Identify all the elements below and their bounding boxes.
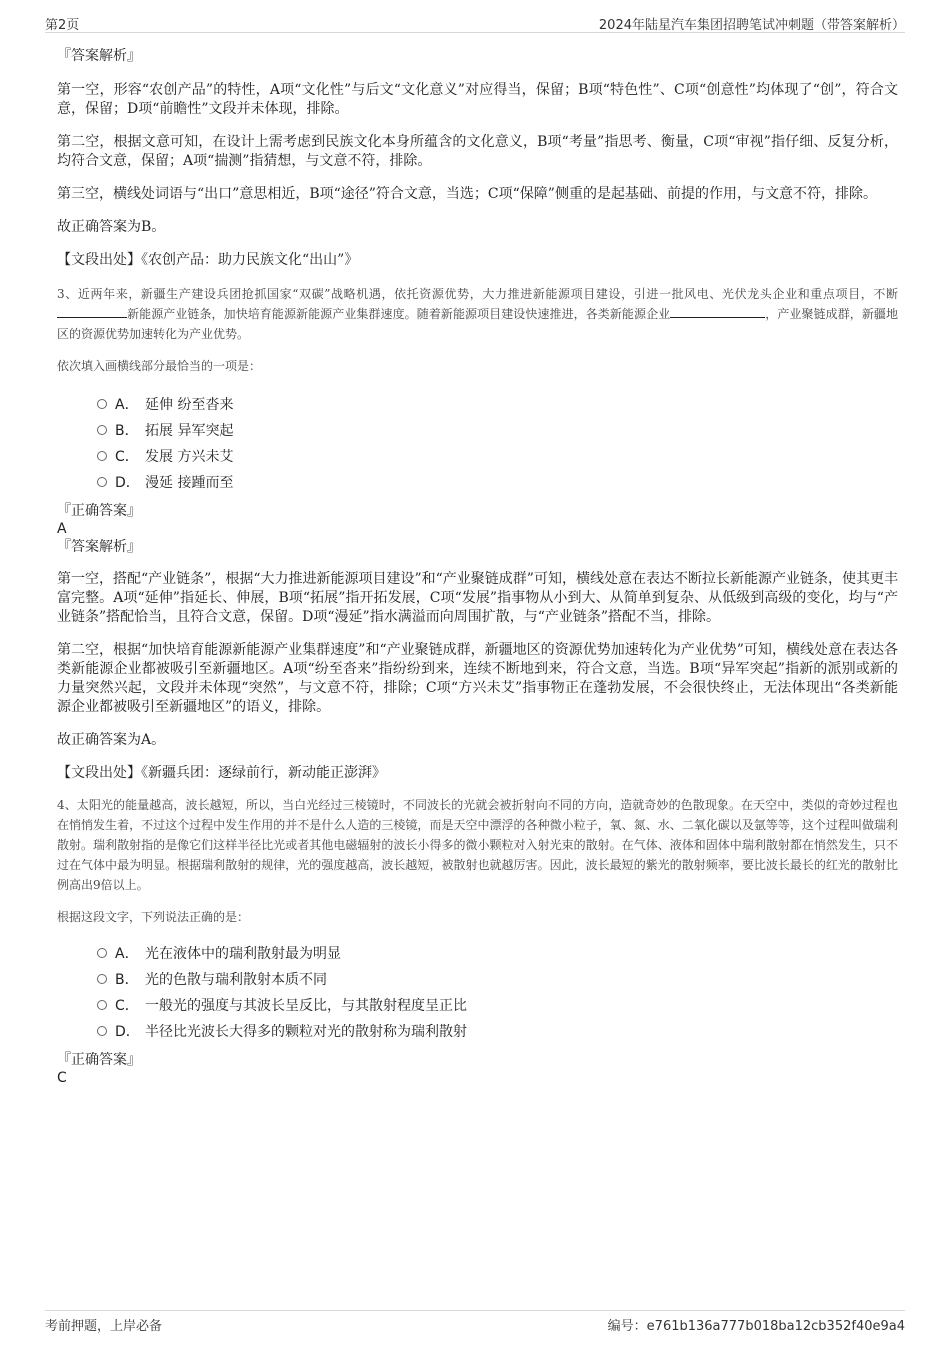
analysis-label: 『答案解析』 (57, 539, 141, 555)
option-list (57, 941, 898, 1045)
stem-part: 3、近两年来，新疆生产建设兵团抢抓国家“双碳”战略机遇，依托资源优势，大力推进新能源项目建设，引进一批风电、光伏龙头企业和重点项目，不断 (57, 287, 898, 301)
correct-answer: C (57, 1070, 67, 1086)
radio-icon[interactable] (97, 1026, 107, 1036)
document-code: 编号：e761b136a777b018ba12cb352f40e9a4 (607, 1319, 905, 1334)
page-footer (45, 1310, 905, 1333)
option-a[interactable]: A． 光在液体中的瑞利散射最为明显 (97, 941, 898, 967)
analysis-paragraph: 第一空，搭配“产业链条”，根据“大力推进新能源项目建设”和“产业聚链成群”可知，横线处意在表达不断拉长新能源产业链条，使其更丰富完整。A项“延伸”指延长、伸展，B项“拓展”指开拓发展，C项“发展”指事物从小到大、从简单到复杂、从低级到高级的变化，均与“产业链条”搭配恰当，且符合文意，保留。D项“漫延”指水满溢而向周围扩散，与“产业链条”搭配不当，排除。 (57, 571, 898, 625)
option-b[interactable]: B． 拓展 异军突起 (97, 418, 898, 444)
conclusion: 故正确答案为A。 (57, 732, 166, 748)
analysis-label: 『答案解析』 (57, 48, 141, 64)
page-content (57, 44, 898, 1087)
option-list (57, 392, 898, 496)
analysis-paragraph: 第二空，根据文意可知，在设计上需考虑到民族文化本身所蕴含的文化意义，B项“考量”指思考、衡量，C项“审视”指仔细、反复分析，均符合文意，保留；A项“揣测”指猜想，与文意不符，排除。 (57, 134, 898, 169)
radio-icon[interactable] (97, 477, 107, 487)
radio-icon[interactable] (97, 948, 107, 958)
radio-icon[interactable] (97, 425, 107, 435)
fill-blank (670, 305, 765, 318)
question-prompt: 依次填入画横线部分最恰当的一项是： (57, 359, 262, 373)
correct-answer-label: 『正确答案』 (57, 1052, 141, 1068)
analysis-paragraph: 第一空，形容“农创产品”的特性，A项“文化性”与后文“文化意义”对应得当，保留；B项“特色性”、C项“创意性”均体现了“创”，符合文意，保留；D项“前瞻性”文段并未体现，排除。 (57, 82, 898, 117)
correct-answer-label: 『正确答案』 (57, 503, 141, 519)
analysis-paragraph: 第二空，根据“加快培育能源新能源产业集群速度”和“产业聚链成群，新疆地区的资源优势加速转化为产业优势”可知，横线处意在表达各类新能源企业都被吸引至新疆地区。A项“纷至沓来”指纷纷到来，连续不断地到来，符合文意，当选。B项“异军突起”指新的派别或新的力量突然兴起，文段并未体现“突然”，与文意不符，排除；C项“方兴未艾”指事物正在蓬勃发展，不会很快终止，无法体现出“各类新能源企业都被吸引至新疆地区”的语义，排除。 (57, 642, 898, 715)
question-stem: 4、太阳光的能量越高，波长越短，所以，当白光经过三棱镜时，不同波长的光就会被折射向不同的方向，造就奇妙的色散现象。在天空中，类似的奇妙过程也在悄悄发生着，不过这个过程中发生作用的并不是什么人造的三棱镜，而是天空中漂浮的各种微小粒子，氧、氮、水、二氧化碳以及氩等等，这个过程叫做瑞利散射。瑞利散射指的是像它们这样半径比光或者其他电磁辐射的波长小得多的微小颗粒对入射光束的散射。在气体、液体和固体中瑞利散射都在悄然发生，只不过在气体中最为明显。根据瑞利散射的规律，光的强度越高，波长越短，被散射也就越厉害。因此，波长最短的紫光的散射频率，要比波长最长的红光的散射比例高出9倍以上。 (57, 798, 898, 892)
document-title: 2024年陆星汽车集团招聘笔试冲刺题（带答案解析） (598, 18, 905, 33)
option-c[interactable]: C． 发展 方兴未艾 (97, 444, 898, 470)
page-number: 第2页 (45, 18, 80, 33)
option-b[interactable]: B． 光的色散与瑞利散射本质不同 (97, 967, 898, 993)
correct-answer: A (57, 521, 67, 537)
conclusion: 故正确答案为B。 (57, 219, 166, 235)
fill-blank (57, 305, 127, 318)
source-citation: 【文段出处】《农创产品：助力民族文化“出山”》 (57, 252, 359, 268)
stem-part: 新能源产业链条，加快培育能源新能源产业集群速度。随着新能源项目建设快速推进，各类新能源企业 (127, 307, 671, 321)
radio-icon[interactable] (97, 1000, 107, 1010)
radio-icon[interactable] (97, 399, 107, 409)
option-a[interactable]: A． 延伸 纷至沓来 (97, 392, 898, 418)
question-prompt: 根据这段文字，下列说法正确的是： (57, 910, 250, 924)
page-header (45, 12, 905, 33)
radio-icon[interactable] (97, 974, 107, 984)
stem-part: ，产业聚链成群，新疆地区的资源优势加速转化为产业优势。 (57, 307, 898, 341)
source-citation: 【文段出处】《新疆兵团：逐绿前行，新动能正澎湃》 (57, 765, 386, 781)
footer-slogan: 考前押题，上岸必备 (45, 1319, 163, 1334)
option-d[interactable]: D． 半径比光波长大得多的颗粒对光的散射称为瑞利散射 (97, 1019, 898, 1045)
question-stem (57, 284, 898, 344)
radio-icon[interactable] (97, 451, 107, 461)
option-d[interactable]: D． 漫延 接踵而至 (97, 470, 898, 496)
analysis-paragraph: 第三空，横线处词语与“出口”意思相近，B项“途径”符合文意，当选；C项“保障”侧重的是起基础、前提的作用，与文意不符，排除。 (57, 186, 877, 202)
option-c[interactable]: C． 一般光的强度与其波长呈反比，与其散射程度呈正比 (97, 993, 898, 1019)
